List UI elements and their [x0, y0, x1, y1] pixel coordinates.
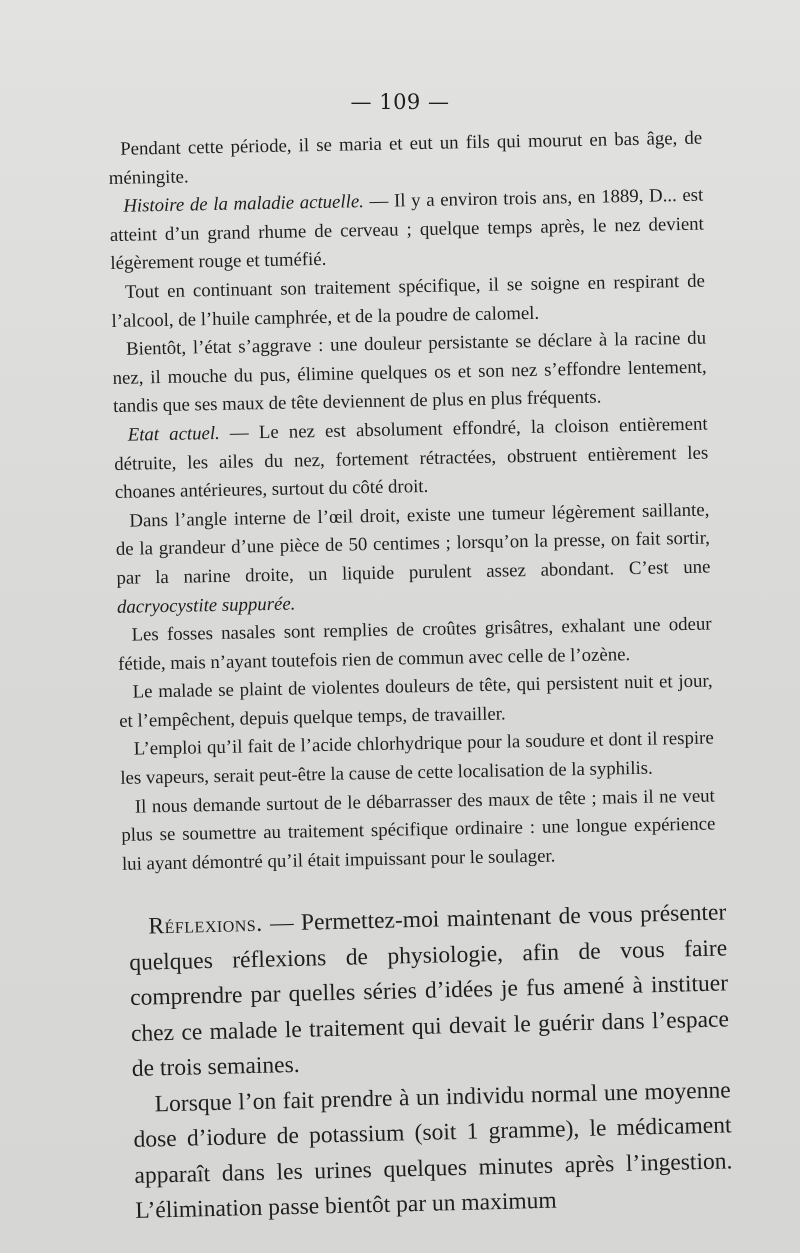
- paragraph-iodide: Lorsque l’on fait prendre à un individu normal une moyenne dose d’iodure de potassium (soit 1 gramme), le médicament apparaît dans les urines quelques minutes après l’ingestion. L’élimination passe bientôt par un maximum: [133, 1076, 733, 1224]
- heading-current-state: Etat actuel.: [127, 422, 220, 446]
- heading-reflections: Réflexions.: [148, 910, 263, 940]
- paragraph-acid-exposure: L’emploi qu’il fait de l’acide chlorhydrique pour la soudure et dont il respire les vapeurs, serait peut-être la cause de cette localisation de la syphilis.: [120, 727, 714, 789]
- paragraph-headaches: Le malade se plaint de violentes douleurs de tête, qui persistent nuit et jour, et l’empêchent, depuis quelque temps, de travailler.: [119, 670, 713, 732]
- paragraph-childhood: Pendant cette période, il se maria et eut un fils qui mourut en bas âge, de méningite.: [108, 127, 703, 189]
- diagnosis-italic: dacryocystite suppurée.: [116, 592, 296, 618]
- paragraph-worsening: Bientôt, l’état s’aggrave : une douleur persistante se déclare à la racine du nez, il mouche du pus, élimine quelques os et son nez s’effondre lentement, tandis que ses maux de tête deviennent de plus en plus fréquents.: [112, 327, 707, 418]
- case-history-section: [108, 125, 716, 880]
- paragraph-reflections: [128, 895, 730, 1087]
- page-number: — 109 —: [350, 90, 450, 114]
- paragraph-current-state: [113, 410, 709, 507]
- paragraph-request: Il nous demande surtout de le débarrasser des maux de tête ; mais il ne veut plus se soumettre au traitement spécifique ordinaire : une longue expérience lui ayant démontré qu’il était impuissant pour le soulager.: [121, 785, 716, 875]
- reflections-section: [128, 895, 734, 1229]
- history-text: — Il y a environ trois ans, en 1889, D... est atteint d’un grand rhume de cerveau ; quelque temps après, le nez devient légèrement rouge et tuméfié.: [109, 184, 704, 275]
- paragraph-eye-tumor: [115, 496, 711, 622]
- eye-tumor-text: Dans l’angle interne de l’œil droit, existe une tumeur légèrement saillante, de la grandeur d’une pièce de 50 centimes ; lorsqu’on la presse, on fait sortir, par la narine droite, un liquide purulent assez abondant. C’est une: [115, 499, 711, 589]
- paragraph-history: [109, 182, 705, 279]
- paragraph-nasal-fossae: Les fosses nasales sont remplies de croûtes grisâtres, exhalant une odeur fétide, mais n’ayant toutefois rien de commun avec celle de l’ozène.: [117, 613, 712, 675]
- paragraph-treatment: Tout en continuant son traitement spécifique, il se soigne en respirant de l’alcool, de l’huile camphrée, et de la poudre de calomel.: [111, 270, 706, 332]
- reflections-text: — Permettez-moi maintenant de vous présenter quelques réflexions de physiologie, afin de vous faire comprendre par quelles séries d’idées je fus amené à instituer chez ce malade le traitement qui devait le guérir dans l’espace de trois semaines.: [128, 899, 730, 1082]
- current-state-text: — Le nez est absolument effondré, la cloison entièrement détruite, les ailes du nez, fortement rétractées, obstruent entièrement les choanes antérieures, surtout du côté droit.: [114, 413, 709, 504]
- heading-history: Histoire de la maladie actuelle.: [123, 191, 365, 217]
